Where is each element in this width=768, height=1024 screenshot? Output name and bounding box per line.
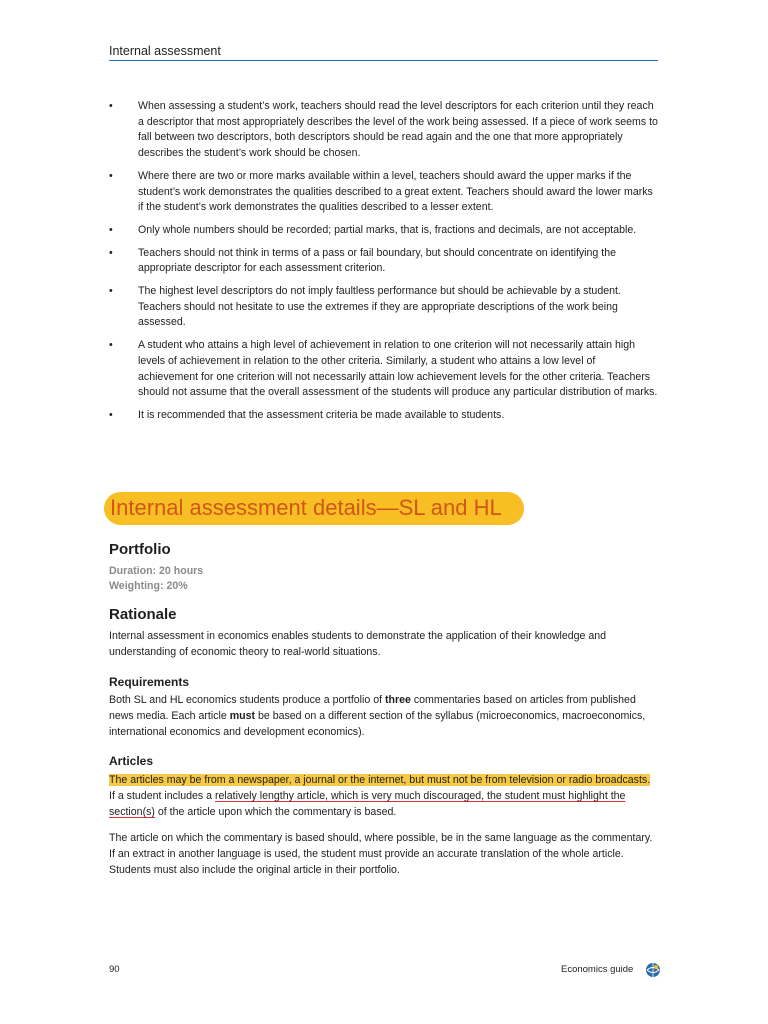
running-header: Internal assessment [109,44,658,61]
rationale-text: Internal assessment in economics enables students to demonstrate the application of their knowledge and understanding of economic theory to real-world situations. [109,630,607,658]
bullet-marker: • [109,408,113,421]
articles-text: The articles may be from a newspaper, a journal or the internet, but must not be from television or radio broadcasts. If a student includes a relatively lengthy article, which is very much discouraged, the student must highlight the section(s) of the article upon which the commentary is based. [109,774,651,818]
bullet-marker: • [109,169,113,182]
list-item: • It is recommended that the assessment criteria be made available to students. [109,408,658,424]
weighting-text: Weighting: 20% [109,580,188,592]
bullet-marker: • [109,246,113,259]
duration-text: Duration: 20 hours [109,565,204,577]
list-item: • Teachers should not think in terms of a pass or fail boundary, but should concentrate on identifying the appropriate descriptor for each assessment criterion. [109,246,616,275]
articles-text-2: The article on which the commentary is based should, where possible, be in the same language as the commentary. If an extract in another language is used, the student must provide an accurate translation of the whole article. Students must also include the original article in their portfolio. [109,832,653,876]
rationale-heading: Rationale [109,606,177,623]
list-item: • Only whole numbers should be recorded; partial marks, that is, fractions and decimals, are not acceptable. [109,223,658,239]
globe-logo-icon [645,962,661,978]
section-title: Internal assessment details—SL and HL [110,495,502,520]
list-item: • When assessing a student’s work, teachers should read the level descriptors for each criterion until they reach a descriptor that most appropriately describes the level of the work being assessed. If a piece of work seems to fall between two descriptors, both descriptors should be read again and the one that more appropriately describes the student’s work should be chosen. [109,100,658,160]
portfolio-heading: Portfolio [109,541,171,558]
articles-heading: Articles [109,754,154,768]
bullet-list [109,99,658,431]
underlined-text: relatively lengthy article, which is very much discouraged, the student must highlight the section(s) [109,790,626,818]
requirements-text: Both SL and HL economics students produce a portfolio of three commentaries based on articles from published news media. Each article must be based on a different section of the syllabus (microeconomics, macroeconomics, international economics and development economics). [109,694,646,738]
list-item: • Where there are two or more marks available within a level, teachers should award the upper marks if the student’s work demonstrates the qualities described to a great extent. Teachers should award the lower marks if the student’s work demonstrates the qualities described to a lesser extent. [109,169,653,214]
bullet-marker: • [109,100,113,112]
highlighted-text: The articles may be from a newspaper, a journal or the internet, but must not be from television or radio broadcasts. [109,774,651,786]
bullet-marker: • [109,223,113,236]
list-item: • A student who attains a high level of achievement in relation to one criterion will not necessarily attain high levels of achievement in relation to the other criteria. Similarly, a student who attains a low level of achievement for one criterion will not necessarily attain low achievement levels for the other criteria. Teachers should not assume that the overall assessment of the students will produce any particular distribution of marks. [109,339,658,399]
bullet-marker: • [109,285,113,298]
requirements-heading: Requirements [109,675,190,689]
footer-title: Economics guide [561,964,634,975]
page-number: 90 [109,964,120,975]
bullet-marker: • [109,339,113,352]
list-item: • The highest level descriptors do not imply faultless performance but should be achievable by a student. Teachers should not hesitate to use the extremes if they are appropriate descriptions of the work being assessed. [109,285,621,329]
